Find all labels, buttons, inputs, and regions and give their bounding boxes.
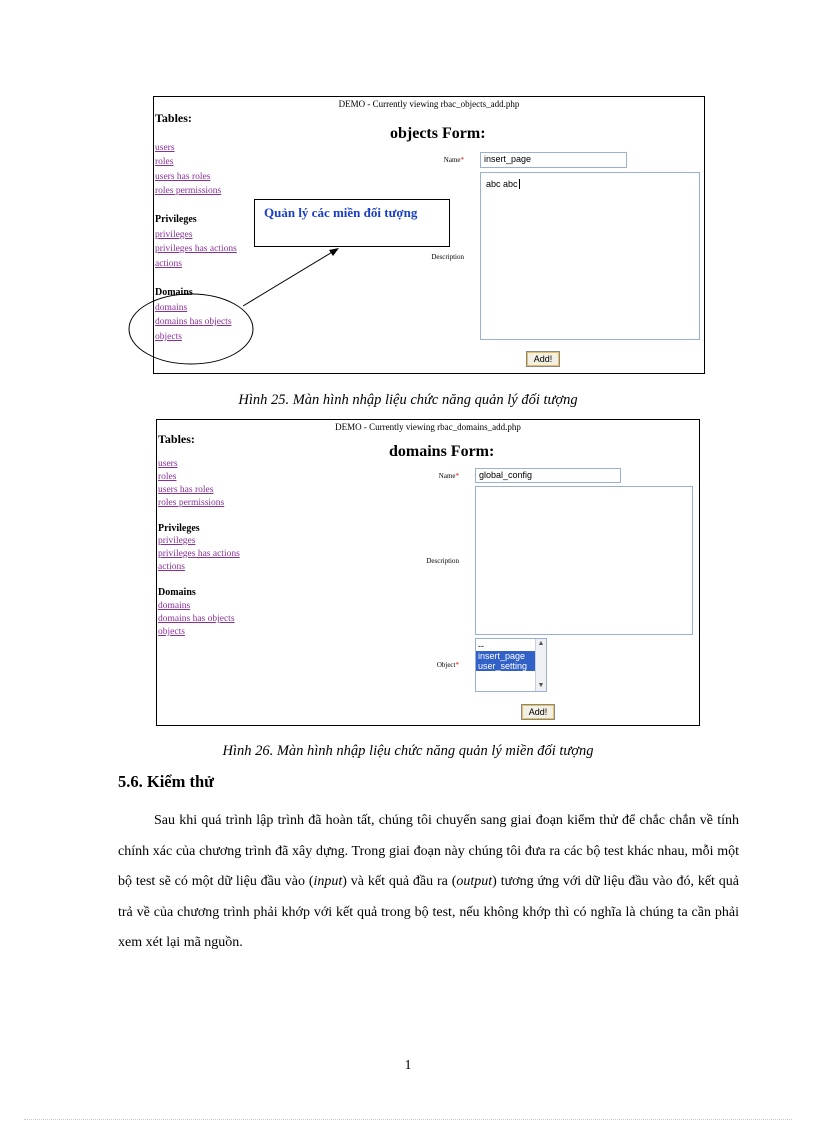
figure2-link-users[interactable]: users (158, 459, 178, 469)
figure2-add-button[interactable]: Add! (521, 704, 555, 720)
figure2-tables-title: Tables: (158, 432, 195, 446)
figure2-name-input[interactable]: global_config (475, 468, 621, 483)
figure1-link-users-has-roles[interactable]: users has roles (155, 172, 211, 182)
figure2-object-option-none[interactable]: -- (478, 641, 484, 651)
figure2-object-scrollbar[interactable] (535, 639, 546, 691)
figure1-link-domains[interactable]: domains (155, 303, 188, 313)
figure2-link-objects[interactable]: objects (158, 627, 185, 637)
figure1-name-input[interactable]: insert_page (480, 152, 627, 168)
figure1-privileges-title: Privileges (155, 214, 197, 225)
figure2-link-users-has-roles[interactable]: users has roles (158, 485, 214, 495)
figure1-tables-title: Tables: (155, 111, 192, 125)
figure1-description-textarea[interactable] (480, 172, 700, 340)
figure2-object-select[interactable] (475, 638, 547, 692)
figure1-link-users[interactable]: users (155, 143, 175, 153)
figure1-link-roles[interactable]: roles (155, 157, 174, 167)
figure2-object-option-insert-page[interactable]: insert_page (476, 651, 535, 661)
figure1-link-privileges-has-actions[interactable]: privileges has actions (155, 244, 237, 254)
section-heading: 5.6. Kiểm thử (118, 772, 215, 791)
figure2-object-option-user-setting[interactable]: user_setting (476, 661, 535, 671)
figure2-link-actions[interactable]: actions (158, 562, 185, 572)
figure2-link-privileges-has-actions[interactable]: privileges has actions (158, 549, 240, 559)
figure1-link-domains-has-objects[interactable]: domains has objects (155, 317, 232, 327)
caption-figure-25: Hình 25. Màn hình nhập liệu chức năng quản lý đối tượng (238, 392, 578, 408)
page-number: 1 (404, 1058, 412, 1073)
figure2-privileges-title: Privileges (158, 523, 200, 534)
figure2-screenshot (156, 419, 700, 726)
figure2-domains-title: Domains (158, 587, 196, 598)
figure1-header: DEMO - Currently viewing rbac_objects_add.php (338, 99, 520, 109)
section-paragraph: Sau khi quá trình lập trình đã hoàn tất, chúng tôi chuyển sang giai đoạn kiểm thử để chắc chắn về tính chính xác của chương trình đã xây dựng. Trong giai đoạn này chúng tôi đưa ra các bộ test khác nhau, mỗi một bộ test sẽ có một dữ liệu đầu vào (input) và kết quả đầu ra (output) tương ứng với dữ liệu đầu vào đó, kết quả trả về của chương trình phải khớp với kết quả trong bộ test, nếu không khớp thì có nghĩa là chúng ta cần phải xem xét lại mã nguồn. (118, 813, 740, 950)
figure2-link-privileges[interactable]: privileges (158, 536, 196, 546)
figure2-form-title: domains Form: (389, 443, 495, 460)
figure2-description-textarea[interactable] (475, 486, 693, 635)
figure2-name-label: Name* (438, 472, 459, 480)
figure1-name-label: Name* (443, 156, 464, 164)
figure2-description-label: Description (426, 557, 459, 565)
figure2-link-roles[interactable]: roles (158, 472, 177, 482)
figure2-header: DEMO - Currently viewing rbac_domains_add.php (335, 422, 521, 432)
caption-figure-26: Hình 26. Màn hình nhập liệu chức năng quản lý miền đối tượng (222, 743, 594, 759)
figure2-link-domains[interactable]: domains (158, 601, 191, 611)
scroll-up-icon[interactable]: ▲ (537, 640, 545, 647)
figure1-add-button[interactable]: Add! (526, 351, 560, 367)
figure1-link-actions[interactable]: actions (155, 259, 182, 269)
figure1-domains-title: Domains (155, 287, 193, 298)
figure1-link-objects[interactable]: objects (155, 332, 182, 342)
figure2-link-domains-has-objects[interactable]: domains has objects (158, 614, 235, 624)
figure2-link-roles-permissions[interactable]: roles permissions (158, 498, 225, 508)
figure1-description-value: abc abc (486, 179, 518, 189)
page-bottom-rule (24, 1119, 792, 1120)
figure2-object-label: Object* (436, 661, 459, 669)
figure1-form-title: objects Form: (390, 125, 486, 142)
figure1-link-roles-permissions[interactable]: roles permissions (155, 186, 222, 196)
figure1-callout: Quản lý các miền đối tượng (254, 199, 450, 247)
figure1-description-label: Description (431, 253, 464, 261)
scroll-down-icon[interactable]: ▼ (537, 682, 545, 689)
figure1-link-privileges[interactable]: privileges (155, 230, 193, 240)
